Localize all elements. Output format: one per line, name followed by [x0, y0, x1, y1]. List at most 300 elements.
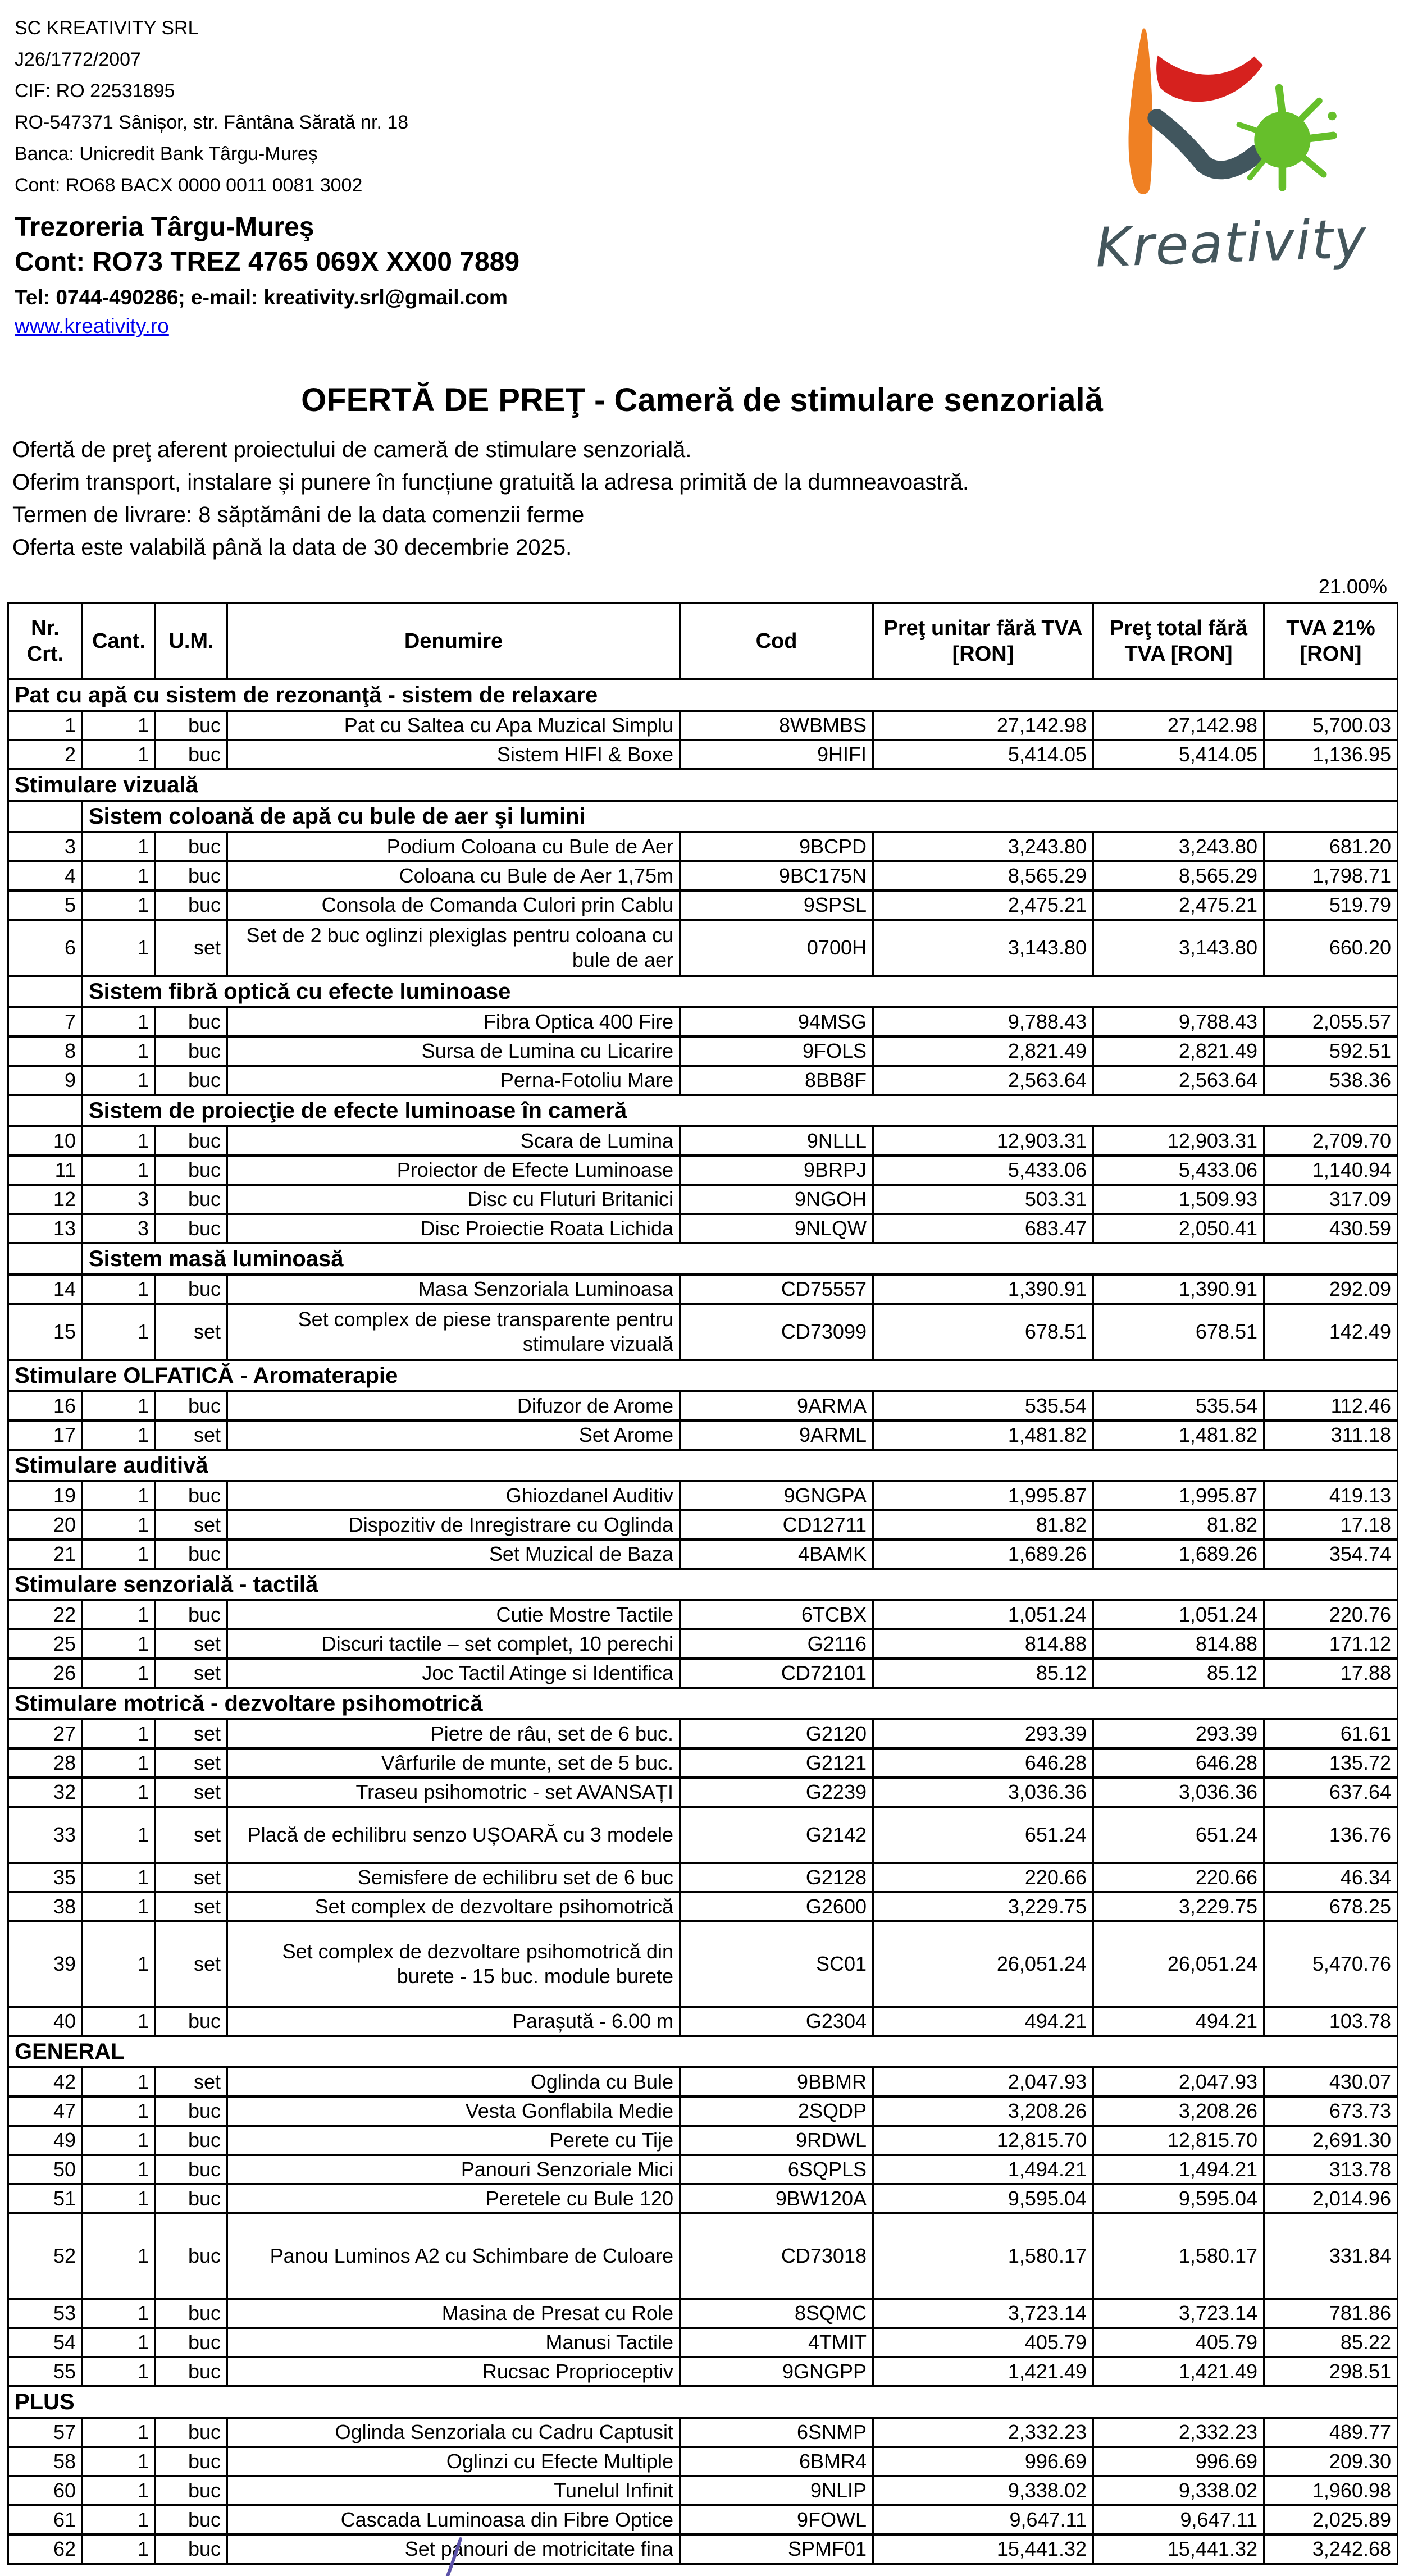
- header-pret-total: Preţ total fără TVA [RON]: [1093, 603, 1264, 679]
- cell-denumire: Pat cu Saltea cu Apa Muzical Simplu: [227, 711, 680, 740]
- cell-cant: 3: [83, 1214, 156, 1243]
- cell-cant: 1: [83, 1066, 156, 1095]
- cell-pret-unitar: 5,433.06: [873, 1155, 1093, 1185]
- cell-cant: 1: [83, 2155, 156, 2184]
- cell-tva: 142.49: [1264, 1304, 1398, 1360]
- table-row: [8, 1659, 1398, 1688]
- table-header-row: [8, 603, 1398, 679]
- table-row: [8, 1391, 1398, 1421]
- cell-pret-total: 3,143.80: [1093, 920, 1264, 976]
- cell-nr: 9: [8, 1066, 83, 1095]
- cell-nr: 61: [8, 2505, 83, 2534]
- cell-tva: 311.18: [1264, 1421, 1398, 1450]
- company-bank: Banca: Unicredit Bank Târgu-Mureș: [15, 143, 318, 165]
- cell-denumire: Coloana cu Bule de Aer 1,75m: [227, 861, 680, 890]
- table-row: [8, 1185, 1398, 1214]
- cell-tva: 3,242.68: [1264, 2534, 1398, 2564]
- cell-cod: 9ARML: [680, 1421, 873, 1450]
- table-row: [8, 1126, 1398, 1155]
- cell-tva: 430.07: [1264, 2067, 1398, 2097]
- cell-cant: 1: [83, 1481, 156, 1510]
- cell-um: buc: [156, 2534, 227, 2564]
- cell-cant: 1: [83, 2418, 156, 2447]
- cell-nr: 49: [8, 2126, 83, 2155]
- cell-cod: 9SPSL: [680, 890, 873, 920]
- cell-cant: 1: [83, 2505, 156, 2534]
- cell-pret-unitar: 2,821.49: [873, 1036, 1093, 1066]
- table-row: [8, 2007, 1398, 2036]
- cell-denumire: Perete cu Tije: [227, 2126, 680, 2155]
- cell-denumire: Peretele cu Bule 120: [227, 2184, 680, 2213]
- cell-tva: 489.77: [1264, 2418, 1398, 2447]
- cell-tva: 135.72: [1264, 1748, 1398, 1778]
- cell-um: set: [156, 1778, 227, 1807]
- cell-um: buc: [156, 2505, 227, 2534]
- cell-pret-total: 85.12: [1093, 1659, 1264, 1688]
- table-row: [8, 740, 1398, 769]
- cell-pret-total: 2,050.41: [1093, 1214, 1264, 1243]
- table-row: [8, 2328, 1398, 2357]
- cell-pret-unitar: 503.31: [873, 1185, 1093, 1214]
- cell-denumire: Fibra Optica 400 Fire: [227, 1007, 680, 1036]
- cell-cod: 8BB8F: [680, 1066, 873, 1095]
- table-row: [8, 1510, 1398, 1540]
- cell-pret-total: 9,647.11: [1093, 2505, 1264, 2534]
- header-nr-crt: Nr. Crt.: [8, 603, 83, 679]
- cell-cod: CD73018: [680, 2213, 873, 2299]
- cell-tva: 1,140.94: [1264, 1155, 1398, 1185]
- cell-pret-total: 27,142.98: [1093, 711, 1264, 740]
- cell-pret-unitar: 405.79: [873, 2328, 1093, 2357]
- subsection-empty-cell: [8, 801, 83, 832]
- cell-cod: G2239: [680, 1778, 873, 1807]
- cell-pret-unitar: 8,565.29: [873, 861, 1093, 890]
- cell-denumire: Oglinda cu Bule: [227, 2067, 680, 2097]
- table-row: [8, 1036, 1398, 1066]
- cell-cant: 1: [83, 1778, 156, 1807]
- cell-cod: 9GNGPP: [680, 2357, 873, 2386]
- cell-pret-unitar: 27,142.98: [873, 711, 1093, 740]
- cell-cod: G2128: [680, 1863, 873, 1892]
- cell-cant: 1: [83, 1126, 156, 1155]
- signature: [292, 2537, 472, 2576]
- cell-tva: 298.51: [1264, 2357, 1398, 2386]
- cell-pret-unitar: 9,647.11: [873, 2505, 1093, 2534]
- cell-nr: 7: [8, 1007, 83, 1036]
- cell-pret-total: 8,565.29: [1093, 861, 1264, 890]
- cell-pret-total: 9,788.43: [1093, 1007, 1264, 1036]
- cell-denumire: Sistem HIFI & Boxe: [227, 740, 680, 769]
- cell-nr: 14: [8, 1275, 83, 1304]
- cell-um: buc: [156, 1036, 227, 1066]
- cell-tva: 681.20: [1264, 832, 1398, 861]
- cell-denumire: Set Arome: [227, 1421, 680, 1450]
- cell-cod: 6SQPLS: [680, 2155, 873, 2184]
- cell-um: buc: [156, 1214, 227, 1243]
- cell-nr: 27: [8, 1719, 83, 1748]
- cell-pret-total: 12,815.70: [1093, 2126, 1264, 2155]
- cell-nr: 62: [8, 2534, 83, 2564]
- cell-pret-total: 5,414.05: [1093, 740, 1264, 769]
- cell-pret-unitar: 2,475.21: [873, 890, 1093, 920]
- cell-cod: 9NLLL: [680, 1126, 873, 1155]
- cell-pret-total: 9,338.02: [1093, 2476, 1264, 2505]
- subsection-label: Sistem masă luminoasă: [83, 1243, 1398, 1275]
- cell-um: buc: [156, 1155, 227, 1185]
- section-row: [8, 769, 1398, 801]
- cell-pret-unitar: 1,995.87: [873, 1481, 1093, 1510]
- cell-denumire: Set de 2 buc oglinzi plexiglas pentru coloana cu bule de aer: [227, 920, 680, 976]
- cell-nr: 4: [8, 861, 83, 890]
- cell-pret-total: 5,433.06: [1093, 1155, 1264, 1185]
- cell-denumire: Cutie Mostre Tactile: [227, 1600, 680, 1629]
- cell-nr: 11: [8, 1155, 83, 1185]
- cell-pret-total: 1,580.17: [1093, 2213, 1264, 2299]
- cell-tva: 2,709.70: [1264, 1126, 1398, 1155]
- cell-nr: 52: [8, 2213, 83, 2299]
- cell-pret-total: 1,494.21: [1093, 2155, 1264, 2184]
- cell-pret-total: 3,243.80: [1093, 832, 1264, 861]
- header-pret-unitar: Preţ unitar fără TVA [RON]: [873, 603, 1093, 679]
- cell-pret-unitar: 9,788.43: [873, 1007, 1093, 1036]
- cell-um: buc: [156, 1066, 227, 1095]
- cell-denumire: Masa Senzoriala Luminoasa: [227, 1275, 680, 1304]
- cell-tva: 313.78: [1264, 2155, 1398, 2184]
- table-row: [8, 711, 1398, 740]
- cell-tva: 678.25: [1264, 1892, 1398, 1921]
- cell-denumire: Oglinzi cu Efecte Multiple: [227, 2447, 680, 2476]
- cell-nr: 12: [8, 1185, 83, 1214]
- intro-line-2: Oferim transport, instalare și punere în funcțiune gratuită la adresa primită de la dumneavoastră.: [12, 470, 969, 495]
- cell-cant: 1: [83, 2184, 156, 2213]
- cell-um: buc: [156, 1126, 227, 1155]
- cell-cod: 6SNMP: [680, 2418, 873, 2447]
- cell-pret-total: 535.54: [1093, 1391, 1264, 1421]
- cell-um: set: [156, 1863, 227, 1892]
- cell-um: buc: [156, 1007, 227, 1036]
- cell-nr: 8: [8, 1036, 83, 1066]
- cell-um: buc: [156, 2126, 227, 2155]
- cell-tva: 781.86: [1264, 2299, 1398, 2328]
- cell-nr: 25: [8, 1629, 83, 1659]
- subsection-empty-cell: [8, 976, 83, 1007]
- cell-pret-unitar: 85.12: [873, 1659, 1093, 1688]
- cell-cod: 9NLQW: [680, 1214, 873, 1243]
- document-footer: [0, 2565, 1404, 2576]
- cell-cod: 9BBMR: [680, 2067, 873, 2097]
- cell-nr: 10: [8, 1126, 83, 1155]
- cell-nr: 26: [8, 1659, 83, 1688]
- cell-cod: CD72101: [680, 1659, 873, 1688]
- table-row: [8, 1719, 1398, 1748]
- cell-cod: 9HIFI: [680, 740, 873, 769]
- cell-pret-total: 651.24: [1093, 1807, 1264, 1863]
- cell-denumire: Vesta Gonflabila Medie: [227, 2097, 680, 2126]
- cell-denumire: Set complex de dezvoltare psihomotrică din burete - 15 buc. module burete: [227, 1921, 680, 2007]
- cell-pret-unitar: 494.21: [873, 2007, 1093, 2036]
- cell-pret-total: 2,332.23: [1093, 2418, 1264, 2447]
- cell-pret-unitar: 1,494.21: [873, 2155, 1093, 2184]
- cell-tva: 292.09: [1264, 1275, 1398, 1304]
- cell-nr: 58: [8, 2447, 83, 2476]
- cell-tva: 519.79: [1264, 890, 1398, 920]
- logo-wordmark: Kreativity: [1094, 207, 1369, 280]
- document-title: OFERTĂ DE PREŢ - Cameră de stimulare senzorială: [301, 382, 1103, 418]
- cell-pret-unitar: 12,903.31: [873, 1126, 1093, 1155]
- cell-pret-unitar: 1,051.24: [873, 1600, 1093, 1629]
- cell-nr: 55: [8, 2357, 83, 2386]
- cell-cant: 1: [83, 2534, 156, 2564]
- company-cif: CIF: RO 22531895: [15, 80, 175, 102]
- cell-um: buc: [156, 2299, 227, 2328]
- table-row: [8, 1155, 1398, 1185]
- cell-nr: 13: [8, 1214, 83, 1243]
- cell-tva: 2,055.57: [1264, 1007, 1398, 1036]
- section-label: PLUS: [8, 2386, 1398, 2418]
- cell-um: set: [156, 2067, 227, 2097]
- cell-cod: G2120: [680, 1719, 873, 1748]
- cell-cant: 1: [83, 2328, 156, 2357]
- table-row: [8, 1007, 1398, 1036]
- cell-pret-total: 12,903.31: [1093, 1126, 1264, 1155]
- section-row: [8, 1450, 1398, 1481]
- cell-pret-unitar: 81.82: [873, 1510, 1093, 1540]
- cell-pret-total: 1,689.26: [1093, 1540, 1264, 1569]
- cell-cant: 1: [83, 1659, 156, 1688]
- cell-denumire: Tunelul Infinit: [227, 2476, 680, 2505]
- cell-pret-total: 1,995.87: [1093, 1481, 1264, 1510]
- cell-cod: 9FOWL: [680, 2505, 873, 2534]
- cell-pret-unitar: 9,338.02: [873, 2476, 1093, 2505]
- cell-denumire: Pietre de râu, set de 6 buc.: [227, 1719, 680, 1748]
- cell-cant: 1: [83, 1921, 156, 2007]
- document-header: [0, 0, 1404, 337]
- cell-cod: 9FOLS: [680, 1036, 873, 1066]
- cell-cant: 1: [83, 1036, 156, 1066]
- cell-pret-total: 3,229.75: [1093, 1892, 1264, 1921]
- cell-cant: 1: [83, 861, 156, 890]
- cell-um: set: [156, 1719, 227, 1748]
- cell-pret-total: 9,595.04: [1093, 2184, 1264, 2213]
- cell-pret-total: 3,036.36: [1093, 1778, 1264, 1807]
- cell-tva: 660.20: [1264, 920, 1398, 976]
- table-row: [8, 1748, 1398, 1778]
- company-reg-number: J26/1772/2007: [15, 49, 141, 70]
- cell-um: buc: [156, 1481, 227, 1510]
- cell-cod: 6TCBX: [680, 1600, 873, 1629]
- cell-denumire: Set complex de piese transparente pentru stimulare vizuală: [227, 1304, 680, 1360]
- section-row: [8, 2036, 1398, 2067]
- table-row: [8, 2357, 1398, 2386]
- table-row: [8, 1778, 1398, 1807]
- cell-um: set: [156, 1748, 227, 1778]
- cell-pret-total: 494.21: [1093, 2007, 1264, 2036]
- cell-cant: 1: [83, 740, 156, 769]
- cell-denumire: Panou Luminos A2 cu Schimbare de Culoare: [227, 2213, 680, 2299]
- cell-pret-total: 1,509.93: [1093, 1185, 1264, 1214]
- intro-paragraphs: [12, 433, 1404, 564]
- cell-cod: CD75557: [680, 1275, 873, 1304]
- cell-tva: 103.78: [1264, 2007, 1398, 2036]
- cell-um: buc: [156, 2155, 227, 2184]
- cell-tva: 2,014.96: [1264, 2184, 1398, 2213]
- header-denumire: Denumire: [227, 603, 680, 679]
- cell-pret-unitar: 1,580.17: [873, 2213, 1093, 2299]
- cell-cod: G2142: [680, 1807, 873, 1863]
- table-row: [8, 2534, 1398, 2564]
- table-row: [8, 2155, 1398, 2184]
- table-row: [8, 1421, 1398, 1450]
- cell-um: buc: [156, 740, 227, 769]
- cell-denumire: Scara de Lumina: [227, 1126, 680, 1155]
- cell-cod: 4BAMK: [680, 1540, 873, 1569]
- vat-rate-note: 21.00%: [1318, 575, 1387, 598]
- cell-cod: 4TMIT: [680, 2328, 873, 2357]
- table-row: [8, 2505, 1398, 2534]
- cell-nr: 50: [8, 2155, 83, 2184]
- cell-tva: 112.46: [1264, 1391, 1398, 1421]
- cell-pret-total: 678.51: [1093, 1304, 1264, 1360]
- cell-tva: 136.76: [1264, 1807, 1398, 1863]
- cell-pret-unitar: 535.54: [873, 1391, 1093, 1421]
- cell-pret-total: 646.28: [1093, 1748, 1264, 1778]
- company-name: SC KREATIVITY SRL: [15, 17, 199, 39]
- cell-cod: 9NLIP: [680, 2476, 873, 2505]
- section-row: [8, 1688, 1398, 1719]
- cell-tva: 592.51: [1264, 1036, 1398, 1066]
- cell-pret-unitar: 9,595.04: [873, 2184, 1093, 2213]
- cell-um: set: [156, 920, 227, 976]
- cell-cod: 9BW120A: [680, 2184, 873, 2213]
- cell-pret-total: 2,475.21: [1093, 890, 1264, 920]
- cell-pret-total: 996.69: [1093, 2447, 1264, 2476]
- cell-pret-unitar: 1,421.49: [873, 2357, 1093, 2386]
- cell-pret-unitar: 3,036.36: [873, 1778, 1093, 1807]
- cell-denumire: Vârfurile de munte, set de 5 buc.: [227, 1748, 680, 1778]
- cell-pret-total: 2,047.93: [1093, 2067, 1264, 2097]
- cell-um: buc: [156, 1540, 227, 1569]
- section-label: Stimulare auditivă: [8, 1450, 1398, 1481]
- cell-tva: 220.76: [1264, 1600, 1398, 1629]
- cell-pret-unitar: 293.39: [873, 1719, 1093, 1748]
- cell-cant: 1: [83, 2299, 156, 2328]
- subsection-label: Sistem fibră optică cu efecte luminoase: [83, 976, 1398, 1007]
- cell-pret-total: 220.66: [1093, 1863, 1264, 1892]
- cell-tva: 85.22: [1264, 2328, 1398, 2357]
- cell-pret-unitar: 3,229.75: [873, 1892, 1093, 1921]
- cell-cod: 8WBMBS: [680, 711, 873, 740]
- table-row: [8, 2126, 1398, 2155]
- section-label: Stimulare vizuală: [8, 769, 1398, 801]
- table-row: [8, 832, 1398, 861]
- cell-pret-unitar: 3,723.14: [873, 2299, 1093, 2328]
- table-row: [8, 890, 1398, 920]
- subsection-row: [8, 1095, 1398, 1126]
- table-row: [8, 2097, 1398, 2126]
- cell-cant: 1: [83, 1391, 156, 1421]
- table-row: [8, 1863, 1398, 1892]
- cell-nr: 60: [8, 2476, 83, 2505]
- cell-denumire: Joc Tactil Atinge si Identifica: [227, 1659, 680, 1688]
- cell-denumire: Set complex de dezvoltare psihomotrică: [227, 1892, 680, 1921]
- cell-tva: 46.34: [1264, 1863, 1398, 1892]
- cell-cant: 1: [83, 1155, 156, 1185]
- cell-nr: 39: [8, 1921, 83, 2007]
- cell-cant: 1: [83, 1510, 156, 1540]
- cell-denumire: Manusi Tactile: [227, 2328, 680, 2357]
- cell-cod: 0700H: [680, 920, 873, 976]
- cell-cod: 9BCPD: [680, 832, 873, 861]
- cell-cant: 1: [83, 1600, 156, 1629]
- cell-nr: 5: [8, 890, 83, 920]
- cell-nr: 17: [8, 1421, 83, 1450]
- cell-cant: 1: [83, 2007, 156, 2036]
- cell-um: buc: [156, 2357, 227, 2386]
- cell-denumire: Parașută - 6.00 m: [227, 2007, 680, 2036]
- cell-cant: 1: [83, 2067, 156, 2097]
- table-row: [8, 1600, 1398, 1629]
- section-row: [8, 1360, 1398, 1391]
- cell-nr: 22: [8, 1600, 83, 1629]
- cell-cod: 9NGOH: [680, 1185, 873, 1214]
- website-link[interactable]: www.kreativity.ro: [15, 314, 169, 337]
- cell-cant: 1: [83, 1719, 156, 1748]
- cell-denumire: Set Muzical de Baza: [227, 1540, 680, 1569]
- cell-cant: 1: [83, 2126, 156, 2155]
- cell-cant: 1: [83, 1007, 156, 1036]
- cell-pret-unitar: 5,414.05: [873, 740, 1093, 769]
- cell-cod: G2600: [680, 1892, 873, 1921]
- cell-cod: 94MSG: [680, 1007, 873, 1036]
- section-label: Stimulare OLFATICĂ - Aromaterapie: [8, 1360, 1398, 1391]
- table-row: [8, 2067, 1398, 2097]
- subsection-row: [8, 976, 1398, 1007]
- cell-cant: 1: [83, 1748, 156, 1778]
- cell-cant: 1: [83, 1629, 156, 1659]
- kreativity-logo: [1092, 20, 1395, 290]
- cell-tva: 419.13: [1264, 1481, 1398, 1510]
- cell-nr: 35: [8, 1863, 83, 1892]
- cell-cant: 1: [83, 2213, 156, 2299]
- cell-pret-total: 1,421.49: [1093, 2357, 1264, 2386]
- cell-cod: CD73099: [680, 1304, 873, 1360]
- cell-pret-unitar: 1,481.82: [873, 1421, 1093, 1450]
- section-row: [8, 2386, 1398, 2418]
- header-cod: Cod: [680, 603, 873, 679]
- cell-nr: 57: [8, 2418, 83, 2447]
- cell-denumire: Cascada Luminoasa din Fibre Optice: [227, 2505, 680, 2534]
- cell-nr: 15: [8, 1304, 83, 1360]
- cell-um: set: [156, 1421, 227, 1450]
- cell-um: buc: [156, 2476, 227, 2505]
- cell-um: set: [156, 1892, 227, 1921]
- cell-pret-unitar: 814.88: [873, 1629, 1093, 1659]
- cell-nr: 21: [8, 1540, 83, 1569]
- cell-cant: 1: [83, 1863, 156, 1892]
- cell-nr: 53: [8, 2299, 83, 2328]
- subsection-label: Sistem de proiecţie de efecte luminoase în cameră: [83, 1095, 1398, 1126]
- cell-cant: 1: [83, 1275, 156, 1304]
- cell-cant: 1: [83, 2476, 156, 2505]
- cell-cod: 9RDWL: [680, 2126, 873, 2155]
- cell-tva: 538.36: [1264, 1066, 1398, 1095]
- cell-denumire: Rucsac Proprioceptiv: [227, 2357, 680, 2386]
- cell-pret-unitar: 1,689.26: [873, 1540, 1093, 1569]
- cell-tva: 317.09: [1264, 1185, 1398, 1214]
- cell-pret-total: 81.82: [1093, 1510, 1264, 1540]
- table-row: [8, 2476, 1398, 2505]
- cell-pret-total: 3,208.26: [1093, 2097, 1264, 2126]
